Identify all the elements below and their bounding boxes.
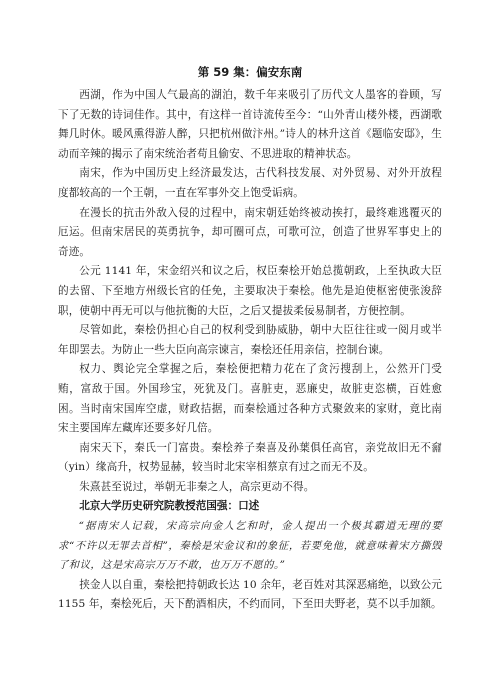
closing-paragraph: 挟金人以自重，秦桧把持朝政长达 10 余年，老百姓对其深恶痛绝，以致公元 1155 年，秦桧死后，天下酌酒相庆，不约而同，下至田夫野老，莫不以手加额。 — [58, 578, 442, 611]
paragraph-2: 南宋，作为中国历史上经济最发达，古代科技发展、对外贸易、对外开放程度都较高的一个王朝，一直在军事外交上饱受诟病。 — [58, 167, 442, 199]
paragraph-4: 公元 1141 年，宋金绍兴和议之后，权臣秦桧开始总揽朝政，上至执政大臣的去留、下至地方州级长官的任免，主要取决于秦桧。他先是迫使枢密使张浚辞职，使朝中再无可以与他抗衡的大臣，之后又提拔柔佞易制者，方便控制。 — [58, 265, 442, 317]
paragraph-8: 朱熹甚至说过，举朝无非秦之人，高宗更动不得。 — [79, 480, 315, 493]
paragraph-6: 权力、舆论完全掌握之后，秦桧便把精力花在了贪污搜刮上，公然开门受贿，富敌于国。外国珍宝，死犹及门。喜脏吏，恶廉史，故脏吏恣横，百姓愈困。当时南宋国库空虚，财政拮据，而秦桧通过各种方式聚敛来的家财，竟比南宋主要国库左藏库还要多好几倍。 — [58, 363, 442, 435]
page-title: 第 59 集：偏安东南 — [197, 65, 303, 79]
paragraph-7: 南宋天下，秦氏一门富贵。秦桧养子秦喜及孙葉俱任高官，亲党故旧无不奫（yin）缘高升，权势显赫，较当时北宋宰相蔡京有过之而无不及。 — [58, 441, 442, 474]
paragraph-1: 西湖，作为中国人气最高的湖泊，数千年来吸引了历代文人墨客的眷顾，写下了无数的诗词佳作。其中，有这样一首诗流传至今：“山外青山楼外楼，西湖歌舞几时休。暖风熏得游人醉，只把杭州做汴州。”诗人的林升这首《题临安邸》，生动而辛辣的揭示了南宋统治者苟且偷安、不思进取的精神状态。 — [58, 89, 442, 160]
document-page — [58, 64, 442, 615]
paragraph-5: 尽管如此，秦桧仍担心自己的权利受到胁威胁，朝中大臣往往或一阅月或半年即罢去。为防止一些大臣向高宗谏言，秦桧还任用亲信，控制台谏。 — [58, 324, 442, 356]
interview-quote: “据南宋人记载，宋高宗向金人乞和时，金人提出一个极其霸道无理的要求“不许以无罪去首相”，秦桧是宋金议和的象征，若要免他，就意味着宋方撕毁了和议，这是宋高宗万万不敢，也万万不愿的。” — [58, 520, 442, 572]
interview-subheading: 北京大学历史研究院教授范国强：口述 — [79, 500, 260, 513]
paragraph-3: 在漫长的抗击外敌入侵的过程中，南宋朝廷始终被动挨打，最终难逃覆灭的厄运。但南宋居民的英勇抗争，却可圈可点，可歌可泣，创造了世界军事史上的奇迹。 — [58, 206, 442, 258]
